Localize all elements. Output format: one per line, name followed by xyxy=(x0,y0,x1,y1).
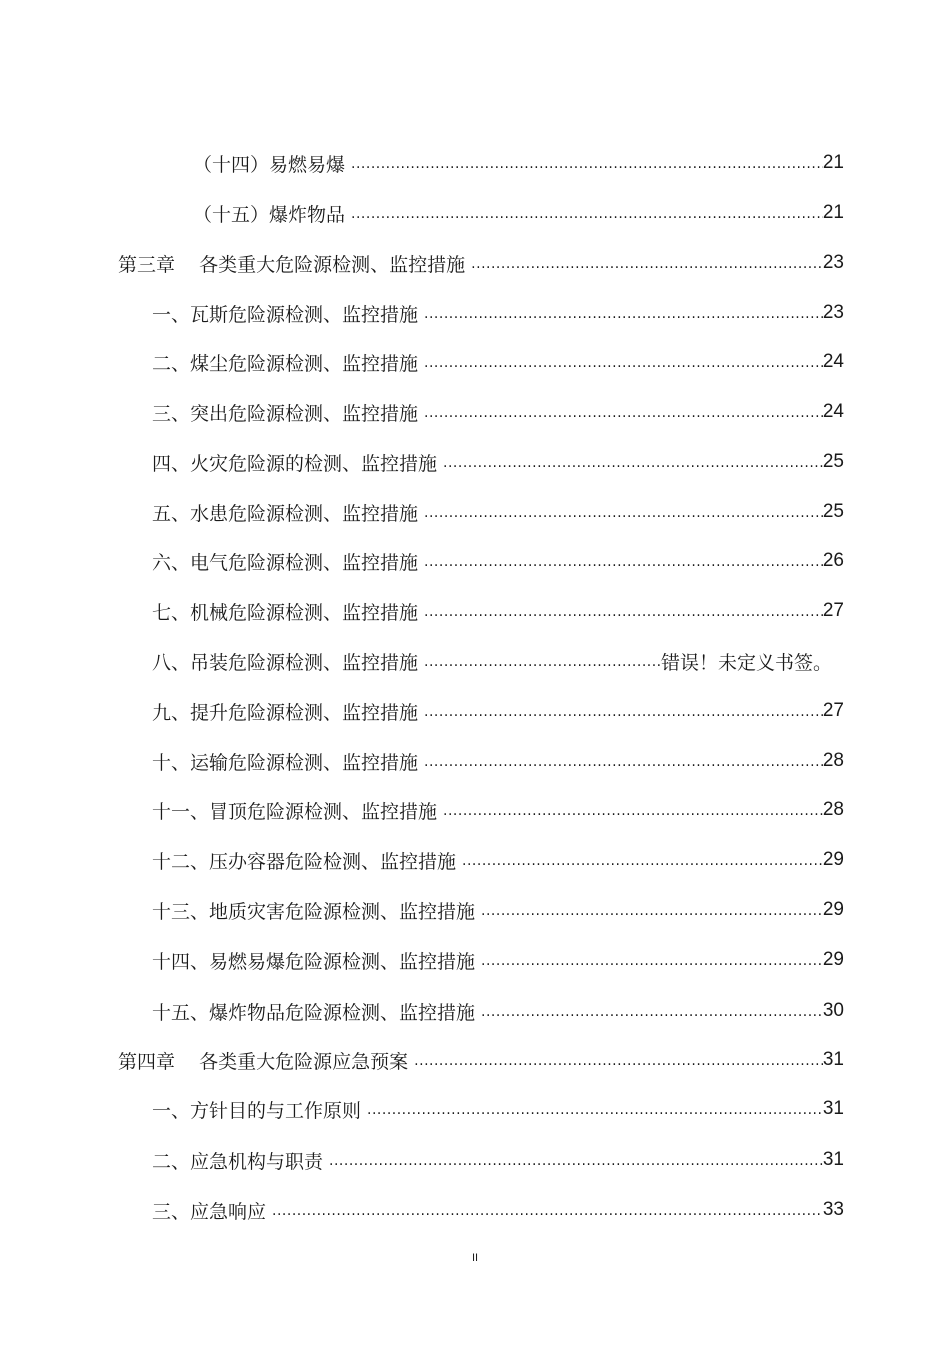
toc-page-number: 31 xyxy=(822,1098,844,1119)
toc-entry[interactable] xyxy=(152,497,844,527)
toc-dot-leader xyxy=(414,1053,823,1075)
toc-page-number: 26 xyxy=(822,550,844,571)
toc-dot-leader xyxy=(481,953,823,975)
toc-chapter-entry[interactable] xyxy=(118,248,844,278)
toc-entry-title: 九、提升危险源检测、监控措施 xyxy=(152,701,419,724)
toc-entry[interactable] xyxy=(193,148,844,178)
toc-page-number: 25 xyxy=(822,451,844,472)
toc-entry-title: 十一、冒顶危险源检测、监控措施 xyxy=(152,800,438,823)
toc-dot-leader xyxy=(367,1102,823,1124)
toc-entry-title: 十三、地质灾害危险源检测、监控措施 xyxy=(152,900,476,923)
toc-entry[interactable] xyxy=(152,696,844,726)
toc-page-number: 23 xyxy=(822,302,844,323)
toc-chapter-title: 第四章 各类重大危险源应急预案 xyxy=(118,1050,409,1073)
toc-page-number: 27 xyxy=(822,600,844,621)
toc-dot-leader xyxy=(351,156,823,178)
toc-entry-title: 七、机械危险源检测、监控措施 xyxy=(152,601,419,624)
toc-dot-leader xyxy=(424,505,823,527)
toc-entry-title: （十五）爆炸物品 xyxy=(193,203,346,226)
toc-entry[interactable] xyxy=(152,945,844,975)
toc-dot-leader xyxy=(424,754,823,776)
toc-dot-leader xyxy=(329,1153,823,1175)
toc-page-number: 33 xyxy=(822,1199,844,1220)
toc-entry[interactable] xyxy=(152,1094,844,1124)
toc-entry[interactable] xyxy=(152,298,844,328)
toc-dot-leader xyxy=(462,853,823,875)
toc-entry-title: 三、应急响应 xyxy=(152,1200,267,1223)
toc-dot-leader xyxy=(424,405,823,427)
toc-page-number: 27 xyxy=(822,700,844,721)
toc-page-number: 30 xyxy=(822,1000,844,1021)
toc-page-number: 31 xyxy=(822,1149,844,1170)
page-footer-number: II xyxy=(471,1252,479,1264)
toc-entry-title: 二、应急机构与职责 xyxy=(152,1150,324,1173)
toc-entry[interactable] xyxy=(193,198,844,228)
toc-dot-leader xyxy=(272,1203,823,1225)
toc-dot-leader xyxy=(424,654,661,676)
toc-page-number: 29 xyxy=(822,849,844,870)
toc-entry[interactable] xyxy=(152,397,844,427)
toc-entry-title: 五、水患危险源检测、监控措施 xyxy=(152,502,419,525)
toc-entry-title: （十四）易燃易爆 xyxy=(193,153,346,176)
toc-entry[interactable] xyxy=(152,646,832,676)
toc-page-number: 28 xyxy=(822,750,844,771)
toc-entry[interactable] xyxy=(152,447,844,477)
toc-entry[interactable] xyxy=(152,347,844,377)
toc-entry-title: 十四、易燃易爆危险源检测、监控措施 xyxy=(152,950,476,973)
toc-entry[interactable] xyxy=(152,1195,844,1225)
toc-page-number: 23 xyxy=(822,252,844,273)
toc-entry[interactable] xyxy=(152,746,844,776)
toc-entry[interactable] xyxy=(152,845,844,875)
toc-entry-title: 六、电气危险源检测、监控措施 xyxy=(152,551,419,574)
toc-entry[interactable] xyxy=(152,895,844,925)
toc-entry-title: 二、煤尘危险源检测、监控措施 xyxy=(152,352,419,375)
toc-page-number: 24 xyxy=(822,401,844,422)
toc-entry[interactable] xyxy=(152,546,844,576)
toc-entry-title: 十、运输危险源检测、监控措施 xyxy=(152,751,419,774)
toc-page-number: 29 xyxy=(822,899,844,920)
toc-dot-leader xyxy=(424,306,823,328)
toc-page-number: 错误！未定义书签。 xyxy=(660,652,832,674)
toc-page-number: 31 xyxy=(822,1049,844,1070)
toc-chapter-title: 第三章 各类重大危险源检测、监控措施 xyxy=(118,253,466,276)
toc-page-number: 29 xyxy=(822,949,844,970)
toc-dot-leader xyxy=(481,903,823,925)
toc-dot-leader xyxy=(424,704,823,726)
toc-entry-title: 三、突出危险源检测、监控措施 xyxy=(152,402,419,425)
toc-dot-leader xyxy=(443,455,823,477)
toc-page-number: 21 xyxy=(822,202,844,223)
toc-page-number: 24 xyxy=(822,351,844,372)
toc-entry[interactable] xyxy=(152,996,844,1026)
toc-page-number: 25 xyxy=(822,501,844,522)
toc-dot-leader xyxy=(424,604,823,626)
toc-entry-title: 四、火灾危险源的检测、监控措施 xyxy=(152,452,438,475)
toc-dot-leader xyxy=(443,803,823,825)
toc-entry[interactable] xyxy=(152,596,844,626)
toc-page-number: 21 xyxy=(822,152,844,173)
toc-entry-title: 一、方针目的与工作原则 xyxy=(152,1099,362,1122)
toc-entry-title: 十二、压办容器危险检测、监控措施 xyxy=(152,850,457,873)
toc-entry-title: 八、吊装危险源检测、监控措施 xyxy=(152,651,419,674)
toc-dot-leader xyxy=(351,206,823,228)
toc-dot-leader xyxy=(481,1004,823,1026)
toc-entry-title: 十五、爆炸物品危险源检测、监控措施 xyxy=(152,1001,476,1024)
toc-page-number: 28 xyxy=(822,799,844,820)
toc-dot-leader xyxy=(471,256,823,278)
toc-entry-title: 一、瓦斯危险源检测、监控措施 xyxy=(152,303,419,326)
toc-chapter-entry[interactable] xyxy=(118,1045,844,1075)
toc-entry[interactable] xyxy=(152,795,844,825)
toc-entry[interactable] xyxy=(152,1145,844,1175)
toc-dot-leader xyxy=(424,355,823,377)
toc-dot-leader xyxy=(424,554,823,576)
